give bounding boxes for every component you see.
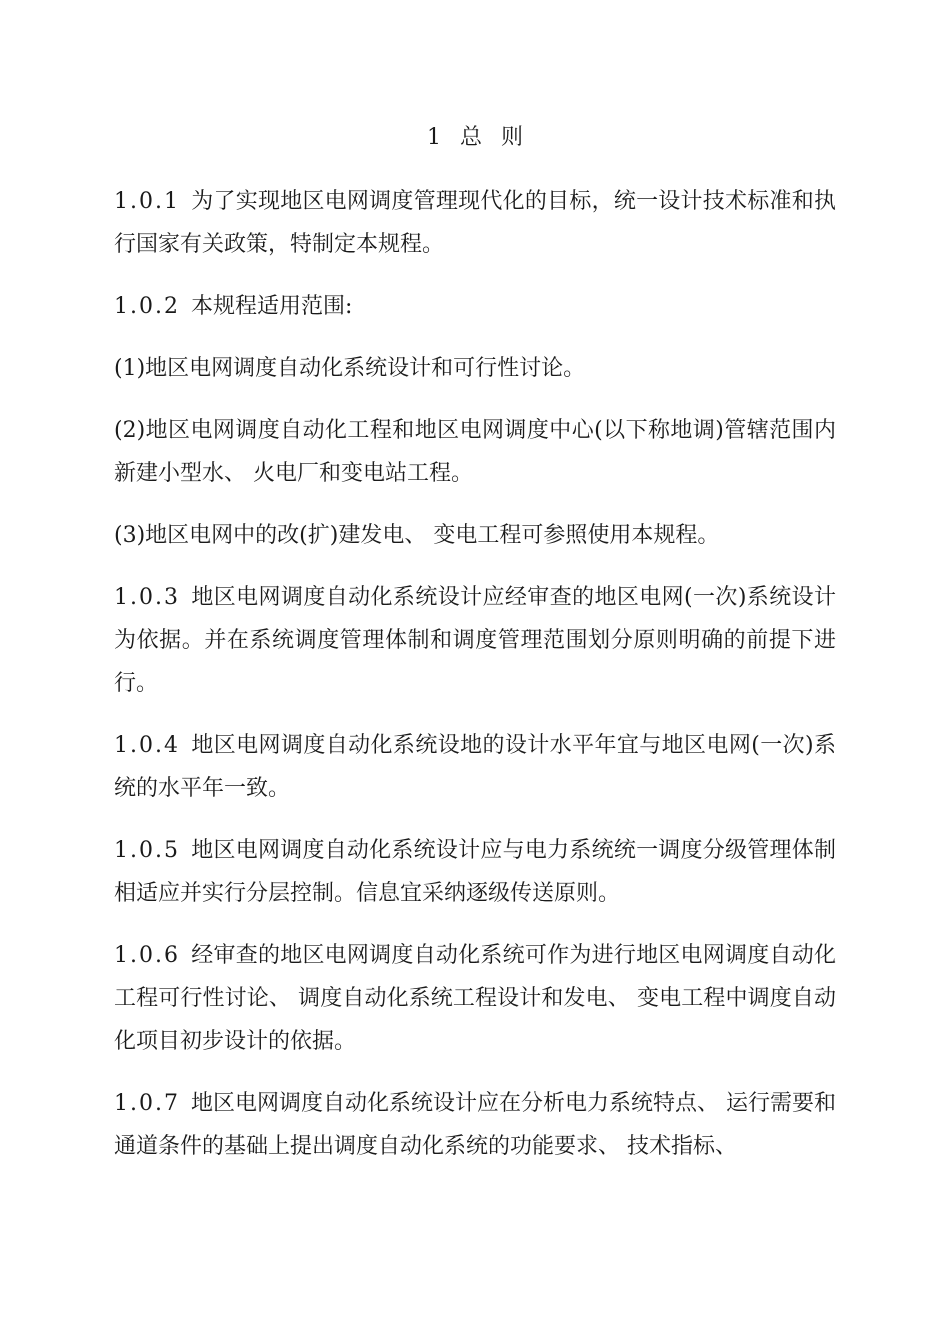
list-item-2 — [114, 409, 836, 495]
paragraph-1-0-7 — [114, 1082, 836, 1168]
clause-number: 1.0.5 — [114, 838, 180, 863]
paragraph-1-0-2 — [114, 285, 836, 328]
clause-number: 1.0.2 — [114, 294, 180, 319]
paragraph-text: 地区电网调度自动化系统设计应经审查的地区电网(一次)系统设计为依据。并在系统调度管理体制和调度管理范围划分原则明确的前提下进行。 — [114, 585, 836, 696]
clause-number: 1.0.3 — [114, 585, 180, 610]
paragraph-text: (2)地区电网调度自动化工程和地区电网调度中心(以下称地调)管辖范围内新建小型水、 火电厂和变电站工程。 — [114, 418, 836, 486]
chapter-title: 1 总 则 — [427, 125, 529, 150]
paragraph-text: 本规程适用范围: — [190, 294, 353, 319]
clause-number: 1.0.4 — [114, 733, 180, 758]
paragraph-1-0-5 — [114, 829, 836, 915]
clause-number: 1.0.7 — [114, 1091, 180, 1116]
paragraph-1-0-3 — [114, 576, 836, 705]
paragraph-text: 地区电网调度自动化系统设计应在分析电力系统特点、 运行需要和通道条件的基础上提出调度自动化系统的功能要求、 技术指标、 — [114, 1091, 836, 1159]
document-body — [114, 180, 836, 1187]
clause-number: 1.0.1 — [114, 189, 180, 214]
paragraph-text: 为了实现地区电网调度管理现代化的目标，统一设计技术标准和执行国家有关政策，特制定本规程。 — [114, 189, 836, 257]
paragraph-1-0-4 — [114, 724, 836, 810]
paragraph-text: (1)地区电网调度自动化系统设计和可行性讨论。 — [114, 356, 586, 381]
clause-number: 1.0.6 — [114, 943, 180, 968]
paragraph-text: 地区电网调度自动化系统设计应与电力系统统一调度分级管理体制相适应并实行分层控制。信息宜采纳逐级传送原则。 — [114, 838, 836, 906]
paragraph-1-0-1 — [114, 180, 836, 266]
list-item-3 — [114, 514, 836, 557]
paragraph-text: 经审查的地区电网调度自动化系统可作为进行地区电网调度自动化工程可行性讨论、 调度自动化系统工程设计和发电、 变电工程中调度自动化项目初步设计的依据。 — [114, 943, 836, 1054]
paragraph-text: (3)地区电网中的改(扩)建发电、 变电工程可参照使用本规程。 — [114, 523, 720, 548]
list-item-1 — [114, 347, 836, 390]
paragraph-1-0-6 — [114, 934, 836, 1063]
paragraph-text: 地区电网调度自动化系统设地的设计水平年宜与地区电网(一次)系统的水平年一致。 — [114, 733, 836, 801]
